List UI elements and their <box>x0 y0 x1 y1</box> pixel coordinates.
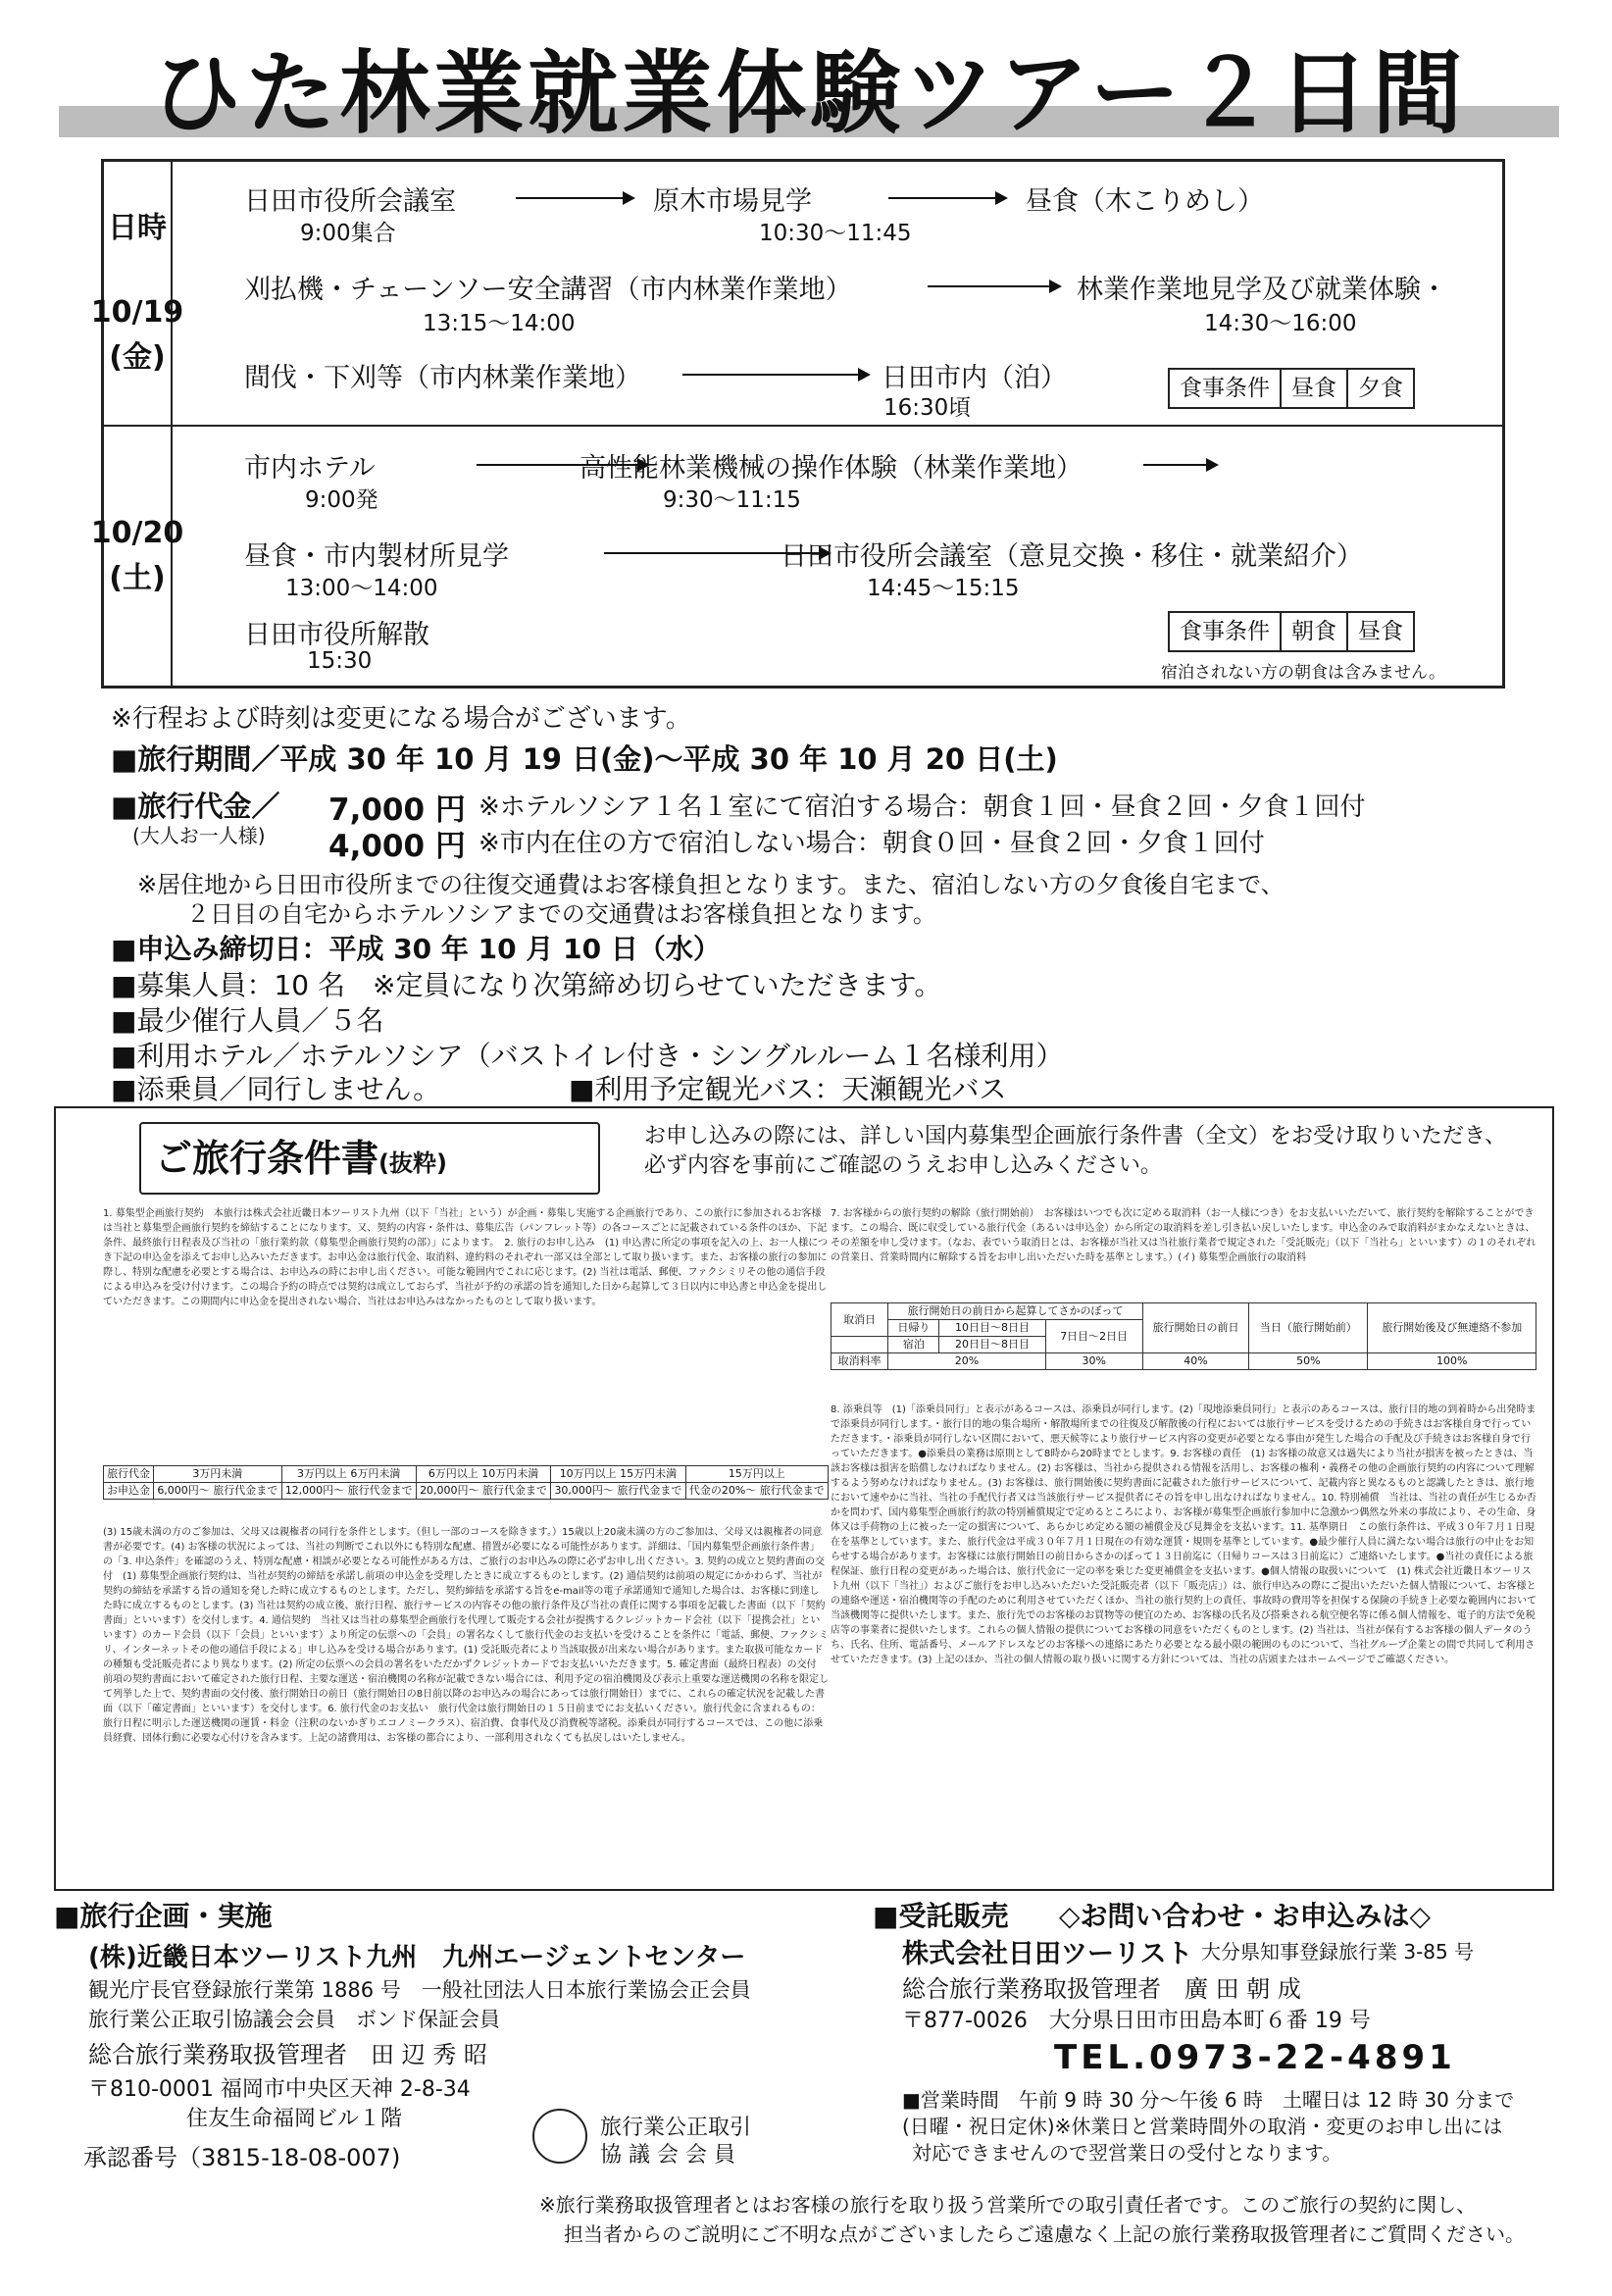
bus: ■利用予定観光バス：天瀬観光バス <box>569 1073 1007 1105</box>
meal-item: 朝食 <box>1280 613 1346 650</box>
arrow <box>888 197 1006 199</box>
deposit-head: 15万円以上 <box>685 1466 828 1483</box>
price-sub: (大人お一人様) <box>132 824 266 847</box>
page-title: ひた林業就業体験ツアー２日間 <box>151 40 1467 146</box>
deposit-head: 10万円以上 15万円未満 <box>551 1466 685 1483</box>
d2r2-item-b: 日田市役所会議室（意見交換・移住・就業紹介） <box>781 541 1363 572</box>
meal-label: 食事条件 <box>1180 619 1270 644</box>
day1-column <box>90 162 184 427</box>
price-1: 7,000 円 <box>328 792 466 828</box>
price-2-note: ※市内在住の方で宿泊しない場合：朝食０回・昼食２回・夕食１回付 <box>479 829 1265 858</box>
conditions-title-sub: (抜粋) <box>378 1149 447 1177</box>
plan-reg: 観光庁長官登録旅行業第 1886 号 一般社団法人日本旅行業協会正会員 <box>88 1978 751 2002</box>
deposit-cell: 6,000円～ 旅行代金まで <box>154 1483 281 1500</box>
transport-note-2: ２日目の自宅からホテルソシアまでの交通費はお客様負担となります。 <box>186 900 936 928</box>
deposit-cell: お申込金 <box>104 1483 154 1500</box>
cancel-head: 7日目～2日目 <box>1045 1320 1142 1353</box>
conditions-left-top: 1. 募集型企画旅行契約 本旅行は株式会社近畿日本ツーリスト九州（以下「当社」という）が企画・募集し実施する企画旅行であり、この旅行に参加されるお客様は当社と募集型企画旅行契約を締結することになります。又、契約の内容・条件は、募集広告（パンフレット等）の各コースごとに記載されている条件のほか、下記条件、最終旅行日程表及び当社の「旅行業約款（募集型企画旅行契約の部）」によります。 2. 旅行のお申し込み (1) 申込書に所定の事項を記入の上、お一人様につき下記の申込金を添えてお申し込みいただきます。お申込金は旅行代金、取消料、違約料のそれぞれ一部又は全部として取り扱います。また、お客様の旅行の参加に際し、特別な配慮を必要とする場合は、お申込みの時にお申し出ください。可能な範囲内でこれに応じます。(2) 当社は電話、郵便、ファクシミリその他の通信手段による申込みを受け付けます。この場合予約の時点では契約は成立しておらず、当社が予約の承諾の旨を通知した日から起算して３日以内に申込書と申込金を提出していただきます。この期間内に申込金を提出されない場合、当社はお申込みはなかったものとして取り扱います。 <box>103 1208 829 1307</box>
deposit-cell: 20,000円～ 旅行代金まで <box>416 1483 550 1500</box>
sales-tel: TEL.0973-22-4891 <box>1054 2038 1456 2077</box>
arrow <box>1143 464 1217 466</box>
schedule-table <box>90 159 1505 689</box>
deposit-cell: 代金の20%～ 旅行代金まで <box>685 1483 828 1500</box>
d2r1-time-b: 9:30～11:15 <box>663 487 801 513</box>
conditions-title <box>139 1122 600 1195</box>
manager-note-1: ※旅行業務取扱管理者とはお客様の旅行を取り扱う営業所での取引責任者です。このご旅行の契約に関し、 <box>539 2193 1477 2217</box>
arrow <box>682 374 869 376</box>
sales-heading: ■受託販売 <box>873 1900 1009 1932</box>
cancel-head: 取消日 <box>831 1303 888 1337</box>
cancel-fee-value: 20% <box>888 1353 1045 1370</box>
day2-date: 10/20 <box>90 516 184 550</box>
sales-company: 株式会社日田ツーリスト <box>902 1939 1193 1969</box>
day2-weekday: (土) <box>109 561 166 595</box>
cancel-fee-value: 40% <box>1142 1353 1249 1370</box>
conditions-intro-2: 必ず内容を事前にご確認のうえお申し込みください。 <box>644 1153 1163 1178</box>
day1-weekday: (金) <box>109 340 166 375</box>
day1-label: 日時 <box>108 211 167 245</box>
d2r2-item-a: 昼食・市内製材所見学 <box>244 541 509 572</box>
deadline: ■申込み締切日：平成 30 年 10 月 10 日（水） <box>111 933 721 965</box>
d2r3-time-a: 15:30 <box>307 648 373 674</box>
d1r3-item-a: 間伐・下刈等（市内林業作業地） <box>244 363 641 393</box>
cancel-head: 旅行開始日の前日 <box>1142 1303 1249 1353</box>
cancel-fee-value: 30% <box>1045 1353 1142 1370</box>
d2r1-item-a: 市内ホテル <box>244 453 376 484</box>
cancel-head: 当日（旅行開始前） <box>1249 1303 1368 1353</box>
plan-building: 住友生命福岡ビル１階 <box>186 2107 403 2131</box>
cancel-fee-label: 取消料率 <box>831 1353 888 1370</box>
d2r1-item-b: 高性能林業機械の操作体験（林業作業地） <box>579 453 1083 484</box>
min-participants: ■最少催行人員／５名 <box>111 1004 384 1037</box>
cancel-head: 日帰り <box>888 1320 939 1337</box>
arrow <box>928 285 1060 287</box>
cancel-head: 20日目～8日目 <box>939 1337 1045 1353</box>
cancel-head: 宿泊 <box>888 1337 939 1353</box>
cancel-head: 旅行開始後及び無連絡不参加 <box>1368 1303 1536 1353</box>
plan-address: 〒810-0001 福岡市中央区天神 2-8-34 <box>88 2077 471 2102</box>
deposit-cell: 12,000円～ 旅行代金まで <box>281 1483 416 1500</box>
day1-meal-box <box>1168 368 1415 409</box>
hotel: ■利用ホテル／ホテルソシア（バストイレ付き・シングルルーム１名様利用） <box>111 1040 1064 1072</box>
conditions-intro <box>644 1122 1506 1181</box>
arrow <box>516 197 633 199</box>
sales-contact: ◇お問い合わせ・お申込みは◇ <box>1059 1900 1432 1932</box>
d1r2-item-a: 刈払機・チェーンソー安全講習（市内林業作業地） <box>244 275 852 305</box>
schedule-change-note: ※行程および時刻は変更になる場合がございます。 <box>111 704 691 734</box>
day1-date: 10/19 <box>90 295 184 330</box>
deposit-head: 旅行代金 <box>104 1466 154 1483</box>
meal-item: 昼食 <box>1280 370 1346 407</box>
sales-reg: 大分県知事登録旅行業 3-85 号 <box>1201 1940 1475 1964</box>
deposit-head: 3万円以上 6万円未満 <box>281 1466 416 1483</box>
seal-text-1: 旅行業公正取引 <box>600 2116 752 2140</box>
d2r3-item-a: 日田市役所解散 <box>244 620 429 650</box>
plan-heading: ■旅行企画・実施 <box>54 1900 273 1932</box>
price-label: ■旅行代金／ <box>111 790 280 823</box>
d1r1-item-a: 日田市役所会議室 <box>244 186 456 217</box>
plan-company: (株)近畿日本ツーリスト九州 九州エージェントセンター <box>88 1943 746 1972</box>
cancel-head: 旅行開始日の前日から起算してさかのぼって <box>888 1303 1142 1320</box>
d1r1-time-a: 9:00集合 <box>300 221 396 246</box>
d1r3-time-b: 16:30頃 <box>883 395 972 421</box>
day-divider <box>173 425 1502 427</box>
meal-item: 昼食 <box>1346 613 1413 650</box>
deposit-head: 6万円以上 10万円未満 <box>416 1466 550 1483</box>
d1r1-time-b: 10:30～11:45 <box>759 221 912 246</box>
transport-note-1: ※居住地から日田市役所までの往復交通費はお客様負担となります。また、宿泊しない方の夕食後自宅まで、 <box>137 871 1285 898</box>
plan-manager: 総合旅行業務取扱管理者 田 辺 秀 昭 <box>88 2041 487 2068</box>
conditions-right-top: 7. お客様からの旅行契約の解除（旅行開始前） お客様はいつでも次に定める取消料（お一人様につき）をお支払いいただいて、旅行契約を解除することができます。この場合、既に収受している旅行代金（あるいは申込金）から所定の取消料を差し引き払い戻しいたします。申込金のみで取消料がまかなえないときは、その差額を申し受けます。（なお、表でいう取消日とは、お客様が当社又は当社旅行業者で規定された「受託販売」（以下「当社ら」といいます）の１のそれぞれの営業日、営業時間内に解除する旨をお申し出いただいた時を基準とします。）(イ) 募集型企画旅行の取消料 <box>831 1208 1536 1263</box>
sales-address: 〒877-0026 大分県日田市田島本町６番 19 号 <box>902 2009 1371 2033</box>
conditions-intro-1: お申し込みの際には、詳しい国内募集型企画旅行条件書（全文）をお受け取りいただき、 <box>644 1124 1507 1148</box>
conditions-right-bottom: 8. 添乗員等 (1)「添乗員同行」と表示があるコースは、添乗員が同行します。(2)「現地添乗員同行」と表示のあるコースは、旅行目的地の到着時から出発時まで添乗員が同行します。・旅行目的地の集合場所・解散場所までの往復及び解散後の行程においては旅行サービスを受けるための手続きはお客様自身で行っていただきます。・添乗員が同行しない区間において、悪天候等により旅行サービス内容の変更が必要となる事由が発生した場合の手配及び手続きはお客様自身で行っていただきます。●添乗員の業務は原則として8時から20時までとします。9. お客様の責任 (1) お客様の故意又は過失により当社が損害を被ったときは、当該お客様は損害を賠償しなければなりません。(2) お客様は、当社から提供される情報を活用し、お客様の権利・義務その他の企画旅行契約の内容について理解するよう努めなければなりません。(3) お客様は、旅行開始後に契約書面に記載された旅行サービスについて、記載内容と異なるものと認識したときは、旅行地において速やかに当社、当社の手配代行者又は当該旅行サービス提供者にその旨を申し出なければなりません。10. 特別補償 当社は、当社の責任が生じるか否かを問わず、国内募集型企画旅行約款の特別補償規定で定めるところにより、お客様が募集型企画旅行参加中に急激かつ偶然な外来の事故により、その生命、身体又は手荷物の上に被った一定の損害について、あらかじめ定める額の補償金及び見舞金を支払います。11. 基準期日 この旅行条件は、平成３０年７月１日現在を基準としています。また、旅行代金は平成３０年７月１日現在の有効な運賃・規則を基準としています。●最少催行人員に満たない場合は旅行の中止をお知らせする場合があります。お客様には旅行開始日の前日からさかのぼって１３日前迄に（日帰りコースは３日前迄に）ご連絡いたします。●当社の責任による旅程保証、旅行日程の変更があった場合は、旅行代金に一定の率を乗じた変更補償金を支払います。●個人情報の取扱いについて (1) 株式会社近畿日本ツーリスト九州（以下「当社」）およびご旅行をお申し込みいただいた受託販売者（以下「販売店」）は、旅行申込みの際にご提出いただいた個人情報について、お客様との連絡や運送・宿泊機関等の手配のために利用させていただくほか、当社の旅行契約上の責任、事故時の費用等を担保する保険の手続き上必要な範囲内において当該機関等に提供いたします。また、旅行先でのお客様のお買物等の便宜のため、お客様の氏名及び搭乗される航空便名等に係る個人情報を、電子的方法で免税店等の事業者に提供いたします。これらの個人情報の提供についてお客様の同意をいただくものとします。(2) 当社は、当社が保有するお客様の個人データのうち、氏名、住所、電話番号、メールアドレスなどのお客様への連絡にあたり必要となる最小限の範囲のものについて、当社グループ企業との間で共同して利用させていただきます。(3) 上記のほか、当社の個人情報の取り扱いに関する方針については、当社の店頭またはホームページでご確認ください。 <box>831 1404 1536 1665</box>
d1r1-item-b: 原木市場見学 <box>653 186 812 217</box>
conductor: ■添乗員／同行しません。 <box>111 1073 441 1105</box>
business-hours-2: (日曜・祝日定休)※休業日と営業時間外の取消・変更のお申し出には <box>902 2115 1503 2138</box>
d2r1-time-a: 9:00発 <box>305 487 378 513</box>
conditions-title-text: ご旅行条件書 <box>155 1137 379 1180</box>
seal-text-2: 協 議 会 会 員 <box>600 2143 735 2168</box>
cancel-fee-table <box>831 1302 1536 1370</box>
d2r2-time-a: 13:00～14:00 <box>285 576 438 601</box>
approval-number: 承認番号（3815-18-08-007) <box>83 2144 401 2171</box>
deposit-cell: 30,000円～ 旅行代金まで <box>551 1483 685 1500</box>
business-hours-1: ■営業時間 午前 9 時 30 分～午後 6 時 土曜日は 12 時 30 分まで <box>902 2088 1515 2112</box>
conditions-left-bottom: (3) 15歳未満の方のご参加は、父母又は親権者の同行を条件とします。（但し一部のコースを除きます。）15歳以上20歳未満の方のご参加は、父母又は親権者の同意書が必要です。(4) お客様の状況によっては、当社の判断でこれ以外にも特別な配慮、措置が必要になる可能性があります。詳細は、「国内募集型企画旅行条件書」の「3. 申込条件」を確認のうえ、特別な配慮・相談が必要となる可能性がある方は、ご旅行のお申込みの際に必ずお申し出ください。3. 契約の成立と契約書面の交付 (1) 募集型企画旅行契約は、当社が契約の締結を承諾し前項の申込金を受理したときに成立するものとします。(2) 通信契約は前項の規定にかかわらず、当社が契約の締結を承諾する旨の通知を発した時に成立するものとします。ただし、契約締結を承諾する旨をe-mail等の電子承諾通知で通知した場合は、お客様に到達した時に成立するものとします。(3) 当社は契約の成立後、旅行日程、旅行サービスの内容その他の旅行条件及び当社の責任に関する事項を記載した書面（以下「契約書面」といいます）を交付します。4. 通信契約 当社又は当社の募集型企画旅行を代理して販売する会社が提携するクレジットカード会社（以下「提携会社」といいます）のカード会員（以下「会員」といいます）より所定の伝票への「会員」の署名なくして旅行代金のお支払いを受けることを条件に「電話、郵便、ファクシミリ、インターネットその他の通信手段による」申し込みを受ける場合があります。(1) 受託販売者により当該取扱が出来ない場合があります。また取扱可能なカードの種類も受託販売者により異なります。(2) 所定の伝票への会員の署名をいただかずクレジットカードでお支払いいただきます。5. 確定書面（最終日程表）の交付 前項の契約書面において確定された旅行日程、主要な運送・宿泊機関の名称が記載できない場合には、利用予定の宿泊機関及び表示上重要な運送機関の名称を限定して列挙した上で、契約書面の交付後、旅行開始日の前日（旅行開始日の8日前以降のお申込みの場合にあっては旅行開始日）までに、これらの確定状況を記載した書面（以下「確定書面」といいます）を交付します。6. 旅行代金のお支払い 旅行代金は旅行開始日の１５日前までにお支払いください。旅行代金に含まれるもの：旅行日程に明示した運送機関の運賃・料金（注釈のないかぎりエコノミークラス）、宿泊費、食事代及び消費税等諸税。添乗員が同行するコースでは、この他に添乗員経費、団体行動に必要な心付けを含みます。上記の諸費用は、お客様の都合により、一部利用されなくても払戻しはいたしません。 <box>103 1527 829 1744</box>
cancel-head: 10日目～8日目 <box>939 1320 1045 1337</box>
travel-period: ■旅行期間／平成 30 年 10 月 19 日(金)～平成 30 年 10 月 20 日(土) <box>111 742 1058 776</box>
d1r2-time-b: 14:30～16:00 <box>1204 311 1357 336</box>
manager-note-2: 担当者からのご説明にご不明な点がございましたらご遠慮なく上記の旅行業務取扱管理者にご質問ください。 <box>564 2222 1525 2246</box>
d1r2-item-b: 林業作業地見学及び就業体験・ <box>1077 275 1447 305</box>
plan-assoc: 旅行業公正取引協議会会員 ボンド保証会員 <box>88 2008 500 2031</box>
cancel-head <box>831 1337 888 1353</box>
capacity: ■募集人員：10 名 ※定員になり次第締め切らせていただきます。 <box>111 969 942 1001</box>
business-hours-3: 対応できませんので翌営業日の受付となります。 <box>912 2141 1342 2165</box>
meal-label: 食事条件 <box>1180 376 1270 401</box>
day2-column <box>90 427 184 686</box>
price-2: 4,000 円 <box>328 829 466 864</box>
deposit-head: 3万円未満 <box>154 1466 281 1483</box>
price-1-note: ※ホテルソシア１名１室にて宿泊する場合：朝食１回・昼食２回・夕食１回付 <box>479 792 1366 822</box>
day2-meal-box <box>1168 611 1415 652</box>
cancel-fee-value: 50% <box>1249 1353 1368 1370</box>
d1r3-item-b: 日田市内（泊） <box>882 363 1067 393</box>
cancel-fee-value: 100% <box>1368 1353 1536 1370</box>
meal-item: 夕食 <box>1346 370 1413 407</box>
d2r2-time-b: 14:45～15:15 <box>867 576 1020 601</box>
meal-note: 宿泊されない方の朝食は含みません。 <box>1161 663 1446 683</box>
association-seal-icon <box>532 2109 587 2164</box>
deposit-table <box>103 1465 829 1500</box>
conditions-section <box>54 1106 1554 1891</box>
d1r2-time-a: 13:15～14:00 <box>423 311 576 336</box>
sales-manager: 総合旅行業務取扱管理者 廣 田 朝 成 <box>902 1975 1301 2003</box>
d1r1-item-c: 昼食（木こりめし） <box>1026 186 1264 217</box>
